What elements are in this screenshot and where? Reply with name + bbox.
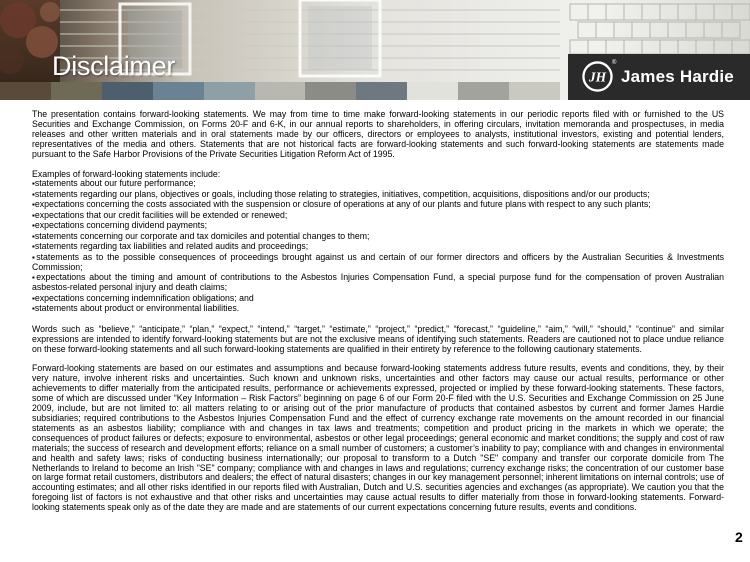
examples-list <box>32 179 724 314</box>
example-bullet-item: ▪ statements concerning our corporate and tax domiciles and potential changes to them; <box>32 232 724 242</box>
color-swatch <box>51 82 102 100</box>
header-banner <box>0 0 750 100</box>
intro-paragraph: The presentation contains forward-looking statements. We may from time to time make forward-looking statements in our periodic reports filed with or furnished to the US Securities and Exchange Commission, on Forms 20-F and 6-K, in our annual reports to shareholders, in offering circulars, invitation memoranda and prospectuses, in media releases and other written materials and in oral statements made by our officers, directors or employees to analysts, institutional investors, existing and potential lenders, representatives of the media and others. Statements that are not historical facts are forward-looking statements and such forward-looking statements are statements made pursuant to the Safe Harbor Provisions of the Private Securities Litigation Reform Act of 1995. <box>32 109 724 159</box>
example-bullet-item: ▪ expectations concerning indemnification obligations; and <box>32 294 724 304</box>
color-swatch <box>458 82 509 100</box>
examples-heading: Examples of forward-looking statements include: <box>32 168 221 179</box>
words-paragraph: Words such as “believe,” “anticipate,” “plan,” “expect,” “intend,” “target,” “estimate,” “project,” “predict,” “forecast,” “guideline,” “aim,” “will,” “should,” “continue” and similar expressions are intended to identify forward-looking statements but are not the exclusive means of identifying such statements. Readers are cautioned not to place undue reliance on these forward-looking statements and all such forward-looking statements are qualified in their entirety by reference to the following cautionary statements. <box>32 323 724 354</box>
example-bullet-item: ▪ statements about product or environmental liabilities. <box>32 304 724 314</box>
page-number: 2 <box>735 529 743 545</box>
example-bullet-item: ▪ expectations about the timing and amount of contributions to the Asbestos Injuries Compensation Fund, a special purpose fund for the compensation of proven Australian asbestos-related personal injury and death claims; <box>32 273 724 293</box>
disclaimer-body <box>32 110 724 513</box>
color-swatch <box>0 82 51 100</box>
color-swatch <box>305 82 356 100</box>
registered-mark: ® <box>612 60 617 66</box>
example-bullet-item: ▪ expectations concerning the costs associated with the suspension or closure of operations at any of our plants and future plans with respect to any such plants; <box>32 200 724 210</box>
example-bullet-item: ▪ statements regarding tax liabilities and related audits and proceedings; <box>32 242 724 252</box>
brand-logo <box>568 54 750 100</box>
color-swatch <box>255 82 306 100</box>
color-swatch <box>204 82 255 100</box>
james-hardie-logo-mark-icon <box>582 61 613 92</box>
color-swatch <box>509 82 560 100</box>
example-bullet-item: ▪ expectations that our credit facilities will be extended or renewed; <box>32 211 724 221</box>
risk-factors-paragraph: Forward-looking statements are based on our estimates and assumptions and because forward-looking statements address future results, events and conditions, they, by their very nature, involve inherent risks and uncertainties. Such known and unknown risks, uncertainties and other factors may cause our actual results, performance or other achievements to differ materially from the anticipated results, performance or achievements expressed, projected or implied by these forward-looking statements. These factors, some of which are discussed under “Key Information – Risk Factors” beginning on page 6 of our Form 20-F filed with the U.S. Securities and Exchange Commission on 25 June 2009, include, but are not limited to: all matters relating to or arising out of the prior manufacture of products that contained asbestos by current and former James Hardie subsidiaries; required contributions to the Asbestos Injuries Compensation Fund and the effect of currency exchange rate movements on the amount recorded in our financial statements as an asbestos liability; compliance with and changes in tax laws and treatments; competition and product pricing in the markets in which we operate; the consequences of product failures or defects; exposure to environmental, asbestos or other legal proceedings; general economic and market conditions; the supply and cost of raw materials; the success of research and development efforts; reliance on a small number of customers; a customer’s inability to pay; compliance with and changes in environmental and health and safety laws; risks of conducting business internationally; our proposal to transform to a Dutch "SE" company and transfer our corporate domicile from The Netherlands to Ireland to become an Irish "SE" company; compliance with and changes in laws and regulations; currency exchange risks; the concentration of our customer base on large format retail customers, distributors and dealers; the effect of natural disasters; changes in our key management personnel; inherent limitations on internal controls; use of accounting estimates; and all other risks identified in our reports filed with Australian, Dutch and U.S. securities agencies and exchanges (as appropriate). We caution you that the foregoing list of factors is not exhaustive and that other risks and uncertainties may cause actual results to differ materially from those in forward-looking statements. Forward-looking statements speak only as of the date they are made and are statements of our current expectations concerning future results, events and conditions. <box>32 363 724 513</box>
logo-mark-letters: JH <box>588 69 607 85</box>
example-bullet-item: ▪ statements regarding our plans, objectives or goals, including those relating to strategies, initiatives, competition, acquisitions, dispositions and/or our products; <box>32 190 724 200</box>
brand-name: James Hardie <box>621 67 734 86</box>
example-bullet-item: ▪ expectations concerning dividend payments; <box>32 221 724 231</box>
page-title: Disclaimer <box>52 51 176 81</box>
color-swatch-strip <box>0 82 560 100</box>
example-bullet-item: ▪ statements about our future performance; <box>32 179 724 189</box>
color-swatch <box>356 82 407 100</box>
color-swatch <box>407 82 458 100</box>
example-bullet-item: ▪ statements as to the possible consequences of proceedings brought against us and certain of our former directors and officers by the Australian Securities & Investments Commission; <box>32 253 724 273</box>
color-swatch <box>153 82 204 100</box>
color-swatch <box>102 82 153 100</box>
